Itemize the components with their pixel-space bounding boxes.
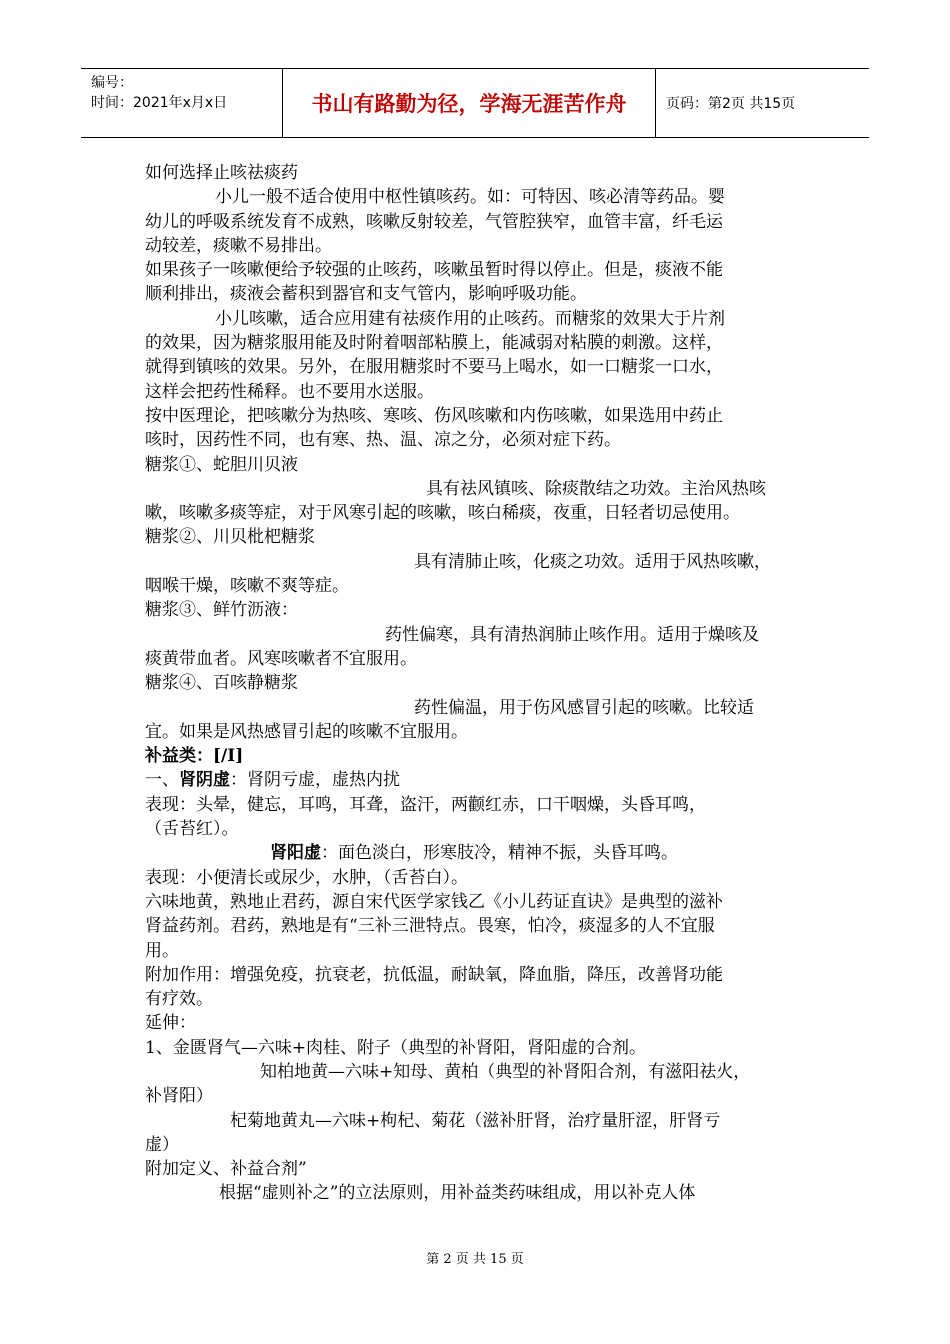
text-span: ：肾阴亏虚，虚热内扰 (230, 770, 400, 791)
text-line: 糖浆①、蛇胆川贝液 (145, 454, 298, 475)
text-line: 顺利排出，痰液会蓄积到器官和支气管内，影响呼吸功能。 (145, 284, 587, 305)
header-motto: 书山有路勤为径，学海无涯苦作舟 (283, 69, 656, 137)
text-line: 嗽，咳嗽多痰等症，对于风寒引起的咳嗽，咳白稀痰，夜重，日轻者切忌使用。 (145, 503, 740, 524)
header-page-label: 页码：第2页 共15页 (666, 96, 796, 112)
text-line (145, 768, 810, 792)
text-line: 有疗效。 (145, 989, 213, 1010)
text-line: 就得到镇咳的效果。另外，在服用糖浆时不要马上喝水，如一口糖浆一口水， (145, 357, 723, 378)
text-line: 具有祛风镇咳、除痰散结之功效。主治风热咳 (426, 478, 766, 499)
text-line: 如果孩子一咳嗽便给予较强的止咳药，咳嗽虽暂时得以停止。但是，痰液不能 (145, 260, 723, 281)
text-line: 痰黄带血者。风寒咳嗽者不宜服用。 (145, 648, 417, 669)
document-header (81, 68, 869, 138)
text-span: 肾阴虚 (179, 770, 230, 791)
text-line: 延伸： (145, 1013, 196, 1034)
text-line: 具有清肺止咳，化痰之功效。适用于风热咳嗽， (414, 551, 771, 572)
text-line: 如何选择止咳祛痰药 (145, 163, 298, 183)
time-label: 时间：2021年x月x日 (91, 95, 228, 111)
document-body (145, 161, 810, 1206)
text-line: 按中医理论，把咳嗽分为热咳、寒咳、伤风咳嗽和内伤咳嗽，如果选用中药止 (145, 405, 723, 426)
text-line: 幼儿的呼吸系统发育不成熟，咳嗽反射较差，气管腔狭窄，血管丰富，纤毛运 (145, 211, 723, 232)
text-line: 附加作用：增强免疫，抗衰老，抗低温，耐缺氧，降血脂，降压，改善肾功能 (145, 964, 723, 985)
text-line: 六味地黄，熟地止君药，源自宋代医学家钱乙《小儿药证直诀》是典型的滋补 (145, 891, 723, 912)
text-line: 用。 (145, 940, 179, 961)
text-line: 表现：头晕，健忘，耳鸣，耳聋，盗汗，两颧红赤，口干咽燥，头昏耳鸣， (145, 794, 706, 815)
text-line: 动较差，痰嗽不易排出。 (145, 235, 332, 256)
text-line: 补肾阳） (145, 1086, 213, 1107)
text-line: 根据“虚则补之”的立法原则，用补益类药味组成，用以补克人体 (219, 1183, 696, 1204)
text-line: 肾益药剂。君药，熟地是有“三补三泄特点。畏寒，怕冷，痰湿多的人不宜服 (145, 916, 715, 937)
text-line: 1、金匮肾气—六味+肉桂、附子（典型的补肾阳，肾阳虚的合剂。 (145, 1037, 647, 1058)
header-meta (81, 69, 283, 137)
text-span: 肾阳虚 (270, 843, 321, 864)
text-line: 糖浆④、百咳静糖浆 (145, 673, 298, 694)
number-label: 编号： (91, 75, 133, 91)
text-span: ：面色淡白，形寒肢冷，精神不振，头昏耳鸣。 (321, 843, 678, 864)
text-line: 小儿咳嗽，适合应用建有祛痰作用的止咳药。而糖浆的效果大于片剂 (215, 308, 725, 329)
text-line: 糖浆②、川贝枇杷糖浆 (145, 527, 315, 548)
text-line: 小儿一般不适合使用中枢性镇咳药。如：可特因、咳必清等药品。婴 (215, 187, 725, 208)
text-line: 表现：小便清长或尿少，水肿，（舌苔白）。 (145, 867, 468, 888)
text-line (145, 841, 810, 865)
page-footer: 第 2 页 共 15 页 (426, 1252, 524, 1267)
text-line: 补益类：[/I] (145, 746, 244, 767)
text-line: 附加定义、补益合剂” (145, 1159, 307, 1180)
text-line: 宜。如果是风热感冒引起的咳嗽不宜服用。 (145, 721, 468, 742)
text-line: 咽喉干燥，咳嗽不爽等症。 (145, 576, 349, 597)
text-line: 药性偏温，用于伤风感冒引起的咳嗽。比较适 (414, 697, 754, 718)
text-line: 杞菊地黄丸—六味+枸杞、菊花（滋补肝肾，治疗量肝涩，肝肾亏 (230, 1110, 721, 1131)
text-span: 一、 (145, 770, 179, 791)
text-line: 的效果，因为糖浆服用能及时附着咽部粘膜上，能减弱对粘膜的刺激。这样， (145, 333, 723, 354)
text-line: 药性偏寒，具有清热润肺止咳作用。适用于燥咳及 (385, 624, 759, 645)
text-line: （舌苔红）。 (145, 819, 239, 840)
text-line: 糖浆③、鲜竹沥液： (145, 600, 298, 621)
text-line: 咳时，因药性不同，也有寒、热、温、凉之分，必须对症下药。 (145, 430, 621, 451)
text-line: 知柏地黄—六味+知母、黄柏（典型的补肾阳合剂，有滋阳祛火， (260, 1061, 751, 1082)
text-line: 这样会把药性稀释。也不要用水送服。 (145, 381, 434, 402)
text-line: 虚） (145, 1134, 179, 1155)
